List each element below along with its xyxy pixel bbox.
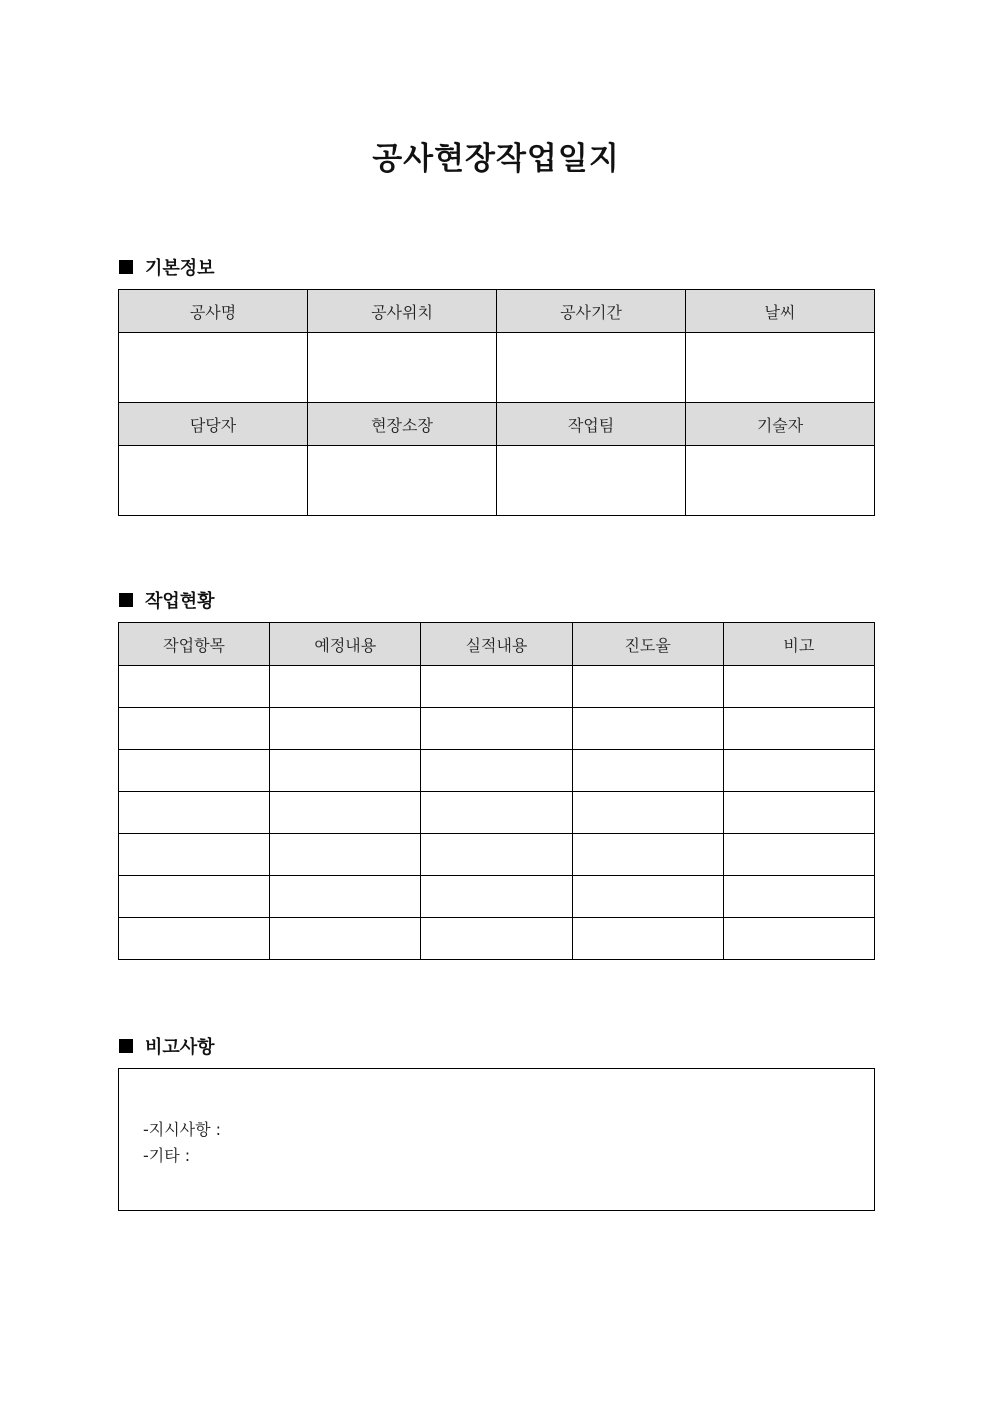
input-cell-work-team[interactable] [497, 446, 686, 516]
table-cell[interactable] [572, 666, 723, 708]
table-row [119, 750, 875, 792]
table-cell[interactable] [119, 834, 270, 876]
document-title: 공사현장작업일지 [372, 141, 620, 177]
table-cell[interactable] [572, 834, 723, 876]
input-cell-project-location[interactable] [308, 333, 497, 403]
table-cell[interactable] [572, 918, 723, 960]
table-cell[interactable] [270, 792, 421, 834]
header-cell-site-director: 현장소장 [308, 403, 497, 446]
section-heading-remarks [119, 1033, 215, 1059]
header-cell-project-name: 공사명 [119, 290, 308, 333]
input-cell-site-director[interactable] [308, 446, 497, 516]
header-cell-manager: 담당자 [119, 403, 308, 446]
input-cell-project-name[interactable] [119, 333, 308, 403]
work-status-header-row [119, 623, 875, 666]
table-cell[interactable] [572, 876, 723, 918]
table-cell[interactable] [119, 750, 270, 792]
square-bullet-icon [119, 1039, 133, 1053]
table-cell[interactable] [723, 834, 874, 876]
header-cell-work-team: 작업팀 [497, 403, 686, 446]
input-cell-manager[interactable] [119, 446, 308, 516]
table-cell[interactable] [119, 876, 270, 918]
square-bullet-icon [119, 593, 133, 607]
table-cell[interactable] [723, 918, 874, 960]
table-cell[interactable] [119, 708, 270, 750]
table-cell[interactable] [119, 666, 270, 708]
instructions-label: -지시사항 : [143, 1120, 222, 1139]
table-cell[interactable] [270, 708, 421, 750]
header-cell-weather: 날씨 [686, 290, 875, 333]
other-label: -기타 : [143, 1146, 191, 1165]
section-heading-label: 기본정보 [145, 258, 215, 279]
header-cell-planned: 예정내용 [270, 623, 421, 666]
header-cell-progress: 진도율 [572, 623, 723, 666]
table-cell[interactable] [421, 876, 572, 918]
table-cell[interactable] [572, 708, 723, 750]
input-cell-project-period[interactable] [497, 333, 686, 403]
table-cell[interactable] [723, 750, 874, 792]
table-cell[interactable] [421, 792, 572, 834]
header-cell-project-period: 공사기간 [497, 290, 686, 333]
table-row [119, 792, 875, 834]
table-cell[interactable] [572, 750, 723, 792]
table-cell[interactable] [270, 918, 421, 960]
header-cell-project-location: 공사위치 [308, 290, 497, 333]
header-cell-technician: 기술자 [686, 403, 875, 446]
table-row [119, 876, 875, 918]
header-cell-work-item: 작업항목 [119, 623, 270, 666]
work-status-table [118, 622, 875, 960]
basic-info-table [118, 289, 875, 516]
table-cell[interactable] [572, 792, 723, 834]
table-row [119, 834, 875, 876]
header-cell-actual: 실적내용 [421, 623, 572, 666]
table-cell[interactable] [723, 666, 874, 708]
section-heading-basic-info [119, 254, 215, 280]
table-cell[interactable] [421, 666, 572, 708]
table-cell[interactable] [723, 792, 874, 834]
table-cell[interactable] [270, 750, 421, 792]
remarks-box[interactable] [118, 1068, 875, 1211]
basic-info-header-row [119, 403, 875, 446]
table-cell[interactable] [119, 918, 270, 960]
input-cell-technician[interactable] [686, 446, 875, 516]
basic-info-value-row [119, 333, 875, 403]
header-cell-note: 비고 [723, 623, 874, 666]
input-cell-weather[interactable] [686, 333, 875, 403]
table-row [119, 666, 875, 708]
table-cell[interactable] [270, 834, 421, 876]
basic-info-header-row [119, 290, 875, 333]
square-bullet-icon [119, 260, 133, 274]
table-cell[interactable] [270, 666, 421, 708]
table-cell[interactable] [119, 792, 270, 834]
table-cell[interactable] [421, 918, 572, 960]
basic-info-value-row [119, 446, 875, 516]
table-cell[interactable] [421, 708, 572, 750]
table-cell[interactable] [270, 876, 421, 918]
table-cell[interactable] [723, 876, 874, 918]
table-row [119, 918, 875, 960]
table-row [119, 708, 875, 750]
table-cell[interactable] [421, 750, 572, 792]
section-heading-work-status [119, 587, 215, 613]
table-cell[interactable] [421, 834, 572, 876]
section-heading-label: 작업현황 [145, 591, 215, 612]
table-cell[interactable] [723, 708, 874, 750]
section-heading-label: 비고사항 [145, 1037, 215, 1058]
